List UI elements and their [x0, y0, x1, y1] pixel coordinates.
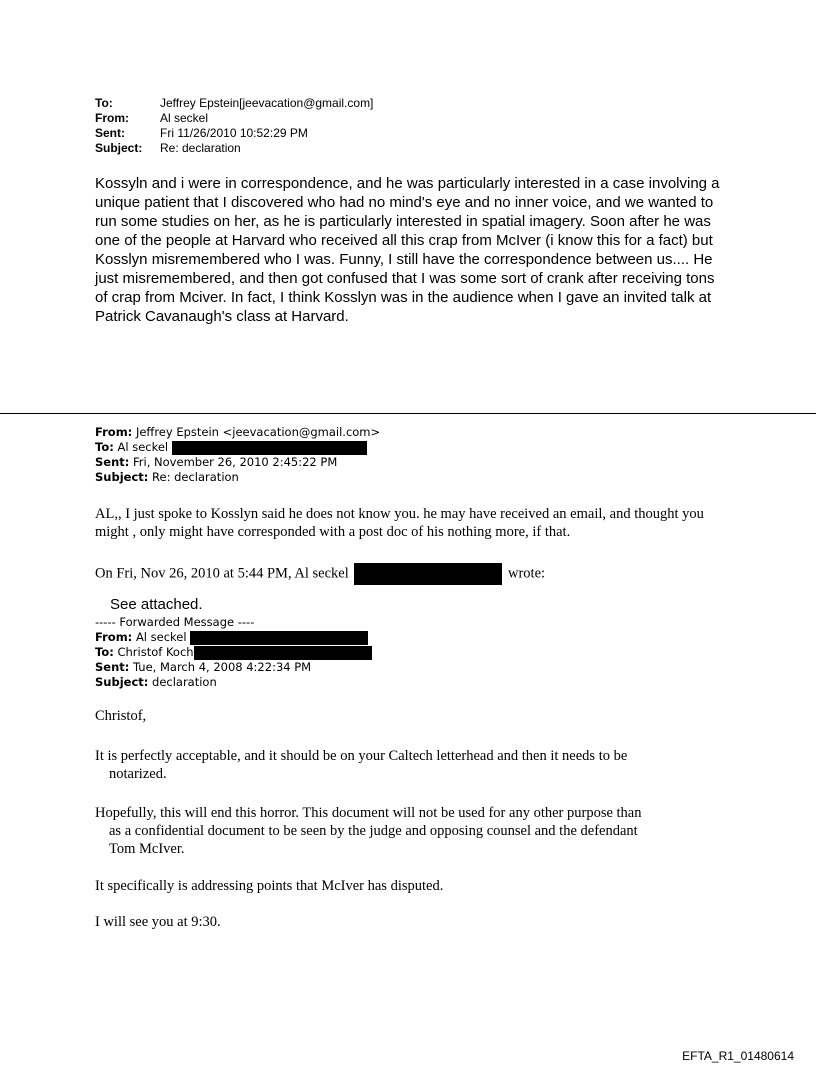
- subject-value: Re: declaration: [160, 141, 241, 155]
- quote-prefix: On Fri, Nov 26, 2010 at 5:44 PM, Al seckel: [95, 565, 349, 582]
- reply-body: AL,, I just spoke to Kosslyn said he does not know you. he may have received an email, and thought you might , only might have corresponded with a post doc of his nothing more, if that.: [95, 506, 704, 540]
- reply-to-value: Al seckel: [117, 440, 169, 454]
- paragraph-1-cont: notarized.: [109, 766, 167, 782]
- fwd-to-label: To:: [95, 645, 114, 659]
- quote-line: [95, 563, 735, 585]
- reply-sent-value: Fri, November 26, 2010 2:45:22 PM: [133, 455, 338, 469]
- paragraph-2-cont-1: as a confidential document to be seen by the judge and opposing counsel and the defendant: [109, 823, 638, 839]
- to-label: To:: [95, 96, 113, 110]
- fwd-from-value: Al seckel: [135, 630, 187, 644]
- reply-from-label: From:: [95, 425, 133, 439]
- sent-value: Fri 11/26/2010 10:52:29 PM: [160, 126, 308, 140]
- reply-subject-value: Re: declaration: [152, 470, 239, 484]
- paragraph-3: It specifically is addressing points that McIver has disputed.: [95, 878, 444, 894]
- fwd-subject-value: declaration: [152, 675, 217, 689]
- fwd-to-value: Christof Koch: [117, 645, 194, 659]
- paragraph-1: [95, 747, 735, 783]
- subject-label: Subject:: [95, 141, 143, 155]
- paragraph-2: [95, 804, 735, 858]
- paragraph-2-line: Hopefully, this will end this horror. This document will not be used for any other purpose than: [95, 805, 642, 821]
- sent-label: Sent:: [95, 126, 125, 140]
- forwarded-header: [95, 615, 372, 690]
- email-header: [95, 96, 373, 156]
- redaction-box: [190, 631, 368, 645]
- fwd-sent-label: Sent:: [95, 660, 130, 674]
- reply-to-label: To:: [95, 440, 114, 454]
- message-body-1: Kossyln and i were in correspondence, and he was particularly interested in a case involving a unique patient that I discovered who had no mind's eye and no inner voice, and we wanted to run some studies on her, as he is particularly interested in spatial imagery. Soon after he was one of the people at Harvard who received all this crap from McIver (i know this for a fact) but Kosslyn misremembered who I was. Funny, I still have the correspondence between us.... He just misremembered, and then got confused that I was some sort of crank after receiving tons of crap from Mciver. In fact, I think Kosslyn was in the audience when I gave an invited talk at Patrick Cavanaugh's class at Harvard.: [95, 175, 720, 325]
- redaction-box: [172, 441, 367, 455]
- redaction-box: [194, 646, 372, 660]
- from-label: From:: [95, 111, 129, 125]
- reply-from-value: Jeffrey Epstein <jeevacation@gmail.com>: [135, 425, 381, 439]
- reply-subject-label: Subject:: [95, 470, 149, 484]
- paragraph-4: I will see you at 9:30.: [95, 914, 221, 930]
- paragraph-1-line: It is perfectly acceptable, and it should be on your Caltech letterhead and then it needs to be: [95, 748, 628, 764]
- fwd-subject-label: Subject:: [95, 675, 149, 689]
- reply-header: [95, 425, 380, 485]
- redaction-box: [354, 563, 502, 585]
- reply-sent-label: Sent:: [95, 455, 130, 469]
- fwd-from-label: From:: [95, 630, 133, 644]
- fwd-sent-value: Tue, March 4, 2008 4:22:34 PM: [133, 660, 312, 674]
- forwarded-line: ----- Forwarded Message ----: [95, 615, 255, 629]
- greeting: Christof,: [95, 708, 147, 724]
- from-value: Al seckel: [160, 111, 209, 125]
- document-id: EFTA_R1_01480614: [682, 1049, 794, 1063]
- see-attached-text: See attached.: [110, 596, 203, 613]
- divider: [0, 413, 816, 414]
- quote-suffix: wrote:: [508, 565, 546, 582]
- to-value: Jeffrey Epstein[jeevacation@gmail.com]: [160, 96, 374, 110]
- paragraph-2-cont-2: Tom McIver.: [109, 841, 185, 857]
